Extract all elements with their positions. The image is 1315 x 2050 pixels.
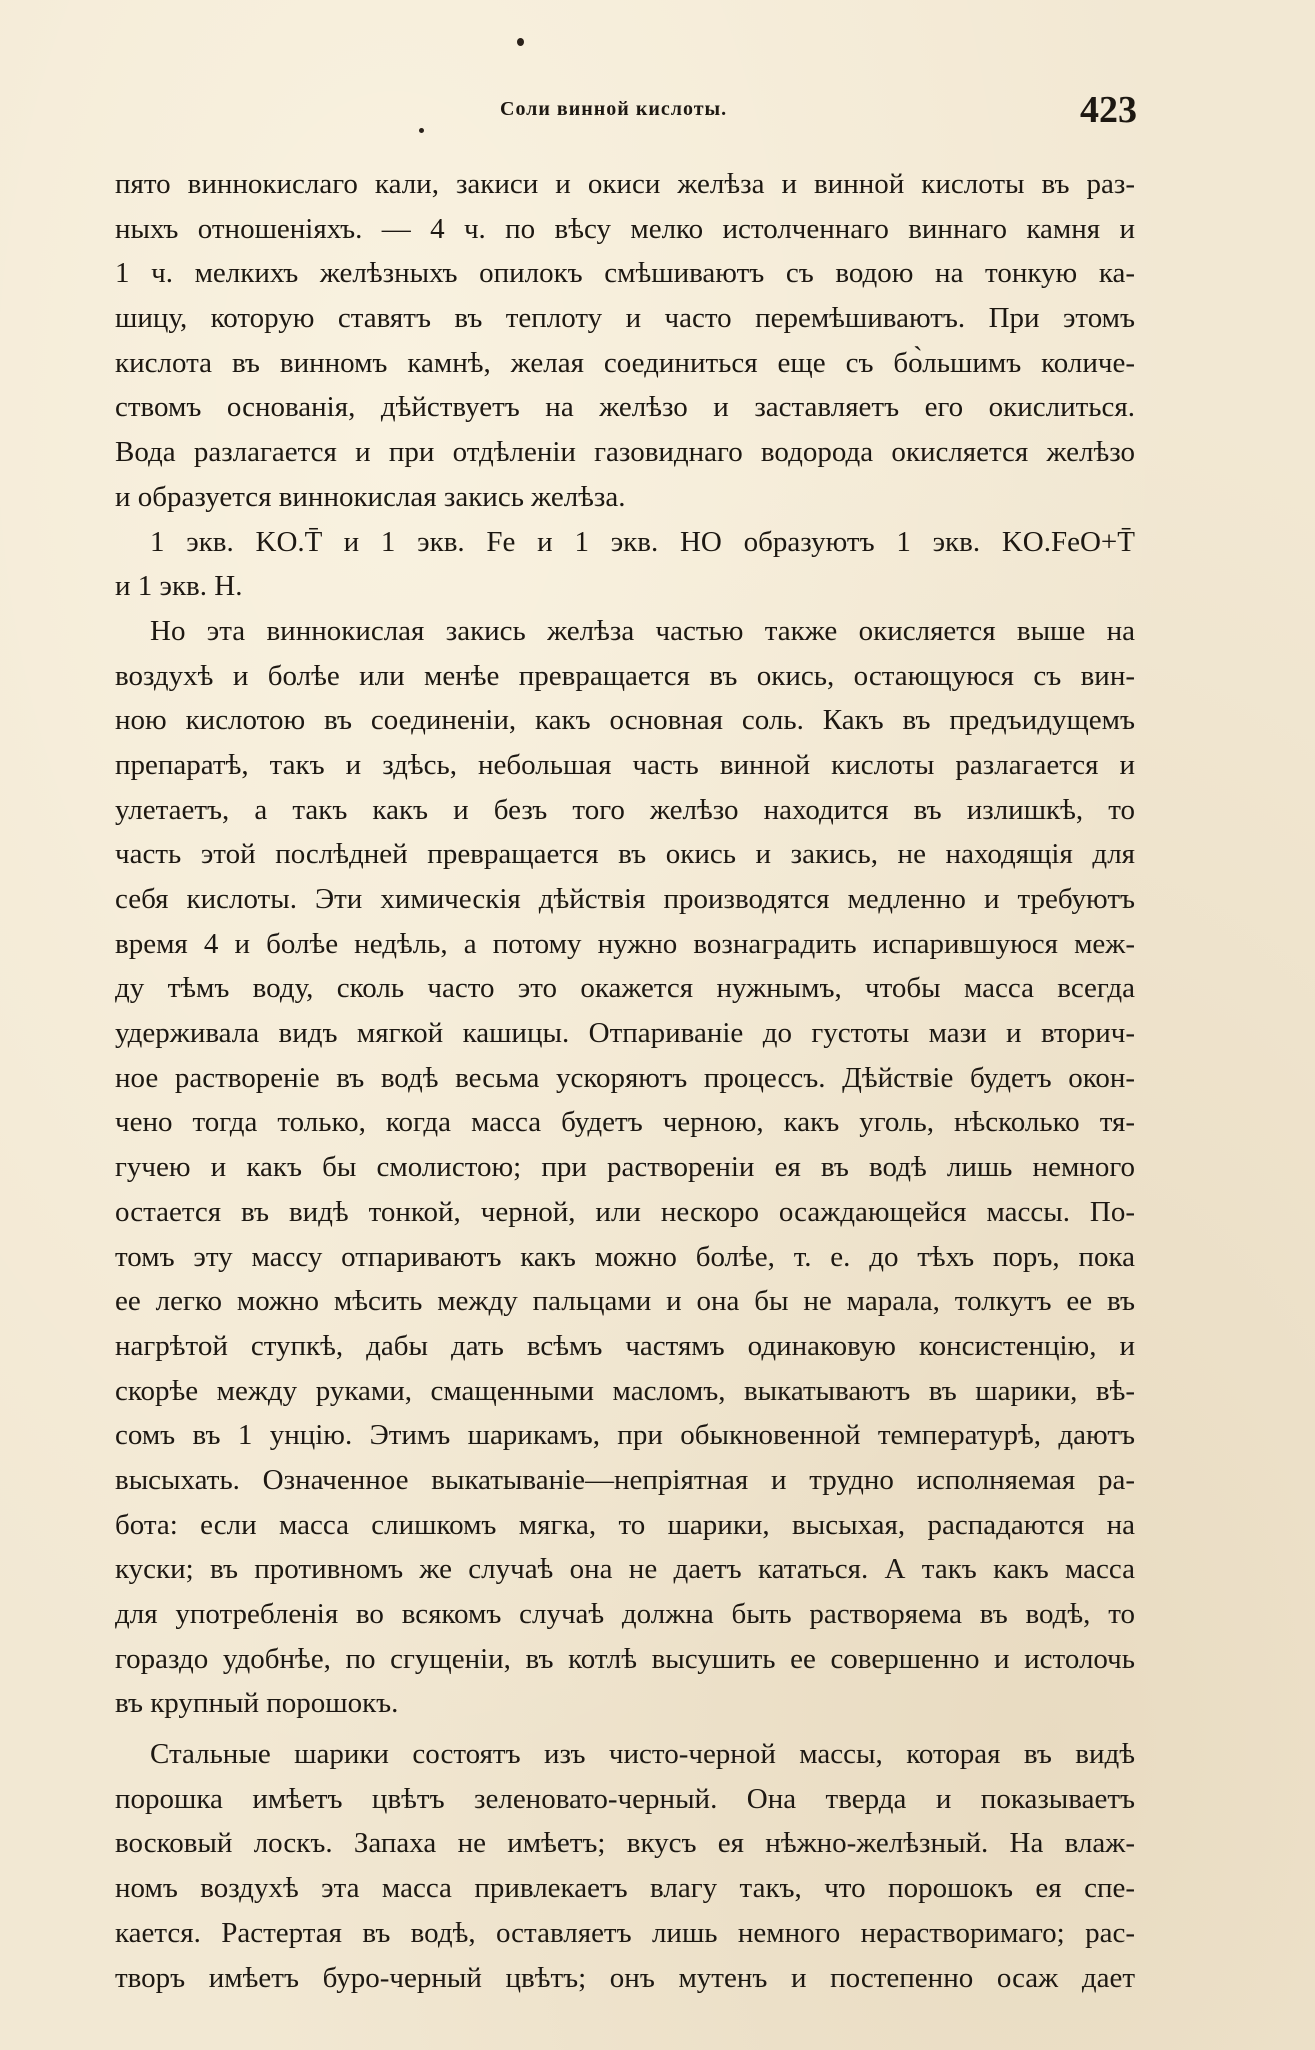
text-line: порошка имѣетъ цвѣтъ зеленовато-черный. Она тверда и показываетъ bbox=[115, 1782, 1135, 1815]
text-line: гораздо удобнѣе, по сгущеніи, въ котлѣ высушить ее совершенно и истолочь bbox=[115, 1642, 1135, 1675]
text-line: скорѣе между руками, смащенными масломъ, выкатываютъ въ шарики, вѣ- bbox=[115, 1374, 1135, 1407]
text-line: кается. Растертая въ водѣ, оставляетъ лишь немного нерастворимаго; рас- bbox=[115, 1916, 1135, 1949]
text-line: Стальные шарики состоятъ изъ чисто-черной массы, которая въ видѣ bbox=[150, 1738, 1135, 1771]
text-line: время 4 и болѣе недѣль, а потому нужно вознаградить испарившуюся меж- bbox=[115, 927, 1135, 960]
text-line: удерживала видъ мягкой кашицы. Отпариваніе до густоты мази и вторич- bbox=[115, 1017, 1135, 1050]
page-number: 423 bbox=[1080, 89, 1137, 131]
text-line: 1 экв. KO.T̄ и 1 экв. Fe и 1 экв. HO образуютъ 1 экв. KO.FeO+T̄ bbox=[150, 525, 1135, 558]
text-line: куски; въ противномъ же случаѣ она не даетъ кататься. А такъ какъ масса bbox=[115, 1553, 1135, 1586]
text-line: творъ имѣетъ буро-черный цвѣтъ; онъ мутенъ и постепенно осаж дает bbox=[115, 1961, 1135, 1994]
text-line: пято виннокислаго кали, закиси и окиси желѣза и винной кислоты въ раз- bbox=[115, 168, 1135, 200]
text-line: томъ эту массу отпариваютъ какъ можно болѣе, т. е. до тѣхъ поръ, пока bbox=[115, 1240, 1135, 1273]
text-line: ствомъ основанія, дѣйствуетъ на желѣзо и заставляетъ его окислиться. bbox=[115, 391, 1135, 424]
running-title: Соли винной кислоты. bbox=[500, 98, 728, 120]
text-line: ное раствореніе въ водѣ весьма ускоряютъ процессъ. Дѣйствіе будетъ окон- bbox=[115, 1061, 1135, 1094]
text-line: высыхать. Означенное выкатываніе—непріятная и трудно исполняемая ра- bbox=[115, 1463, 1135, 1496]
text-line: и 1 экв. H. bbox=[115, 570, 243, 603]
ink-speck bbox=[517, 38, 524, 46]
text-line: нагрѣтой ступкѣ, дабы дать всѣмъ частямъ одинаковую консистенцію, и bbox=[115, 1329, 1135, 1362]
text-line: ныхъ отношеніяхъ. — 4 ч. по вѣсу мелко истолченнаго виннаго камня и bbox=[115, 212, 1135, 245]
text-line: часть этой послѣдней превращается въ окись и закись, не находящія для bbox=[115, 838, 1135, 871]
text-line: препаратѣ, такъ и здѣсь, небольшая часть винной кислоты разлагается и bbox=[115, 748, 1135, 781]
text-line: ду тѣмъ воду, сколь часто это окажется нужнымъ, чтобы масса всегда bbox=[115, 972, 1135, 1005]
text-line: гучею и какъ бы смолистою; при раствореніи ея въ водѣ лишь немного bbox=[115, 1151, 1135, 1184]
text-line: номъ воздухѣ эта масса привлекаетъ влагу такъ, что порошокъ ея спе- bbox=[115, 1872, 1135, 1905]
text-line: сомъ въ 1 унцію. Этимъ шарикамъ, при обыкновенной температурѣ, даютъ bbox=[115, 1419, 1135, 1452]
text-line: для употребленія во всякомъ случаѣ должна быть растворяема въ водѣ, то bbox=[115, 1598, 1135, 1630]
text-line: кислота въ винномъ камнѣ, желая соединиться еще съ бо̀льшимъ количе- bbox=[115, 346, 1135, 379]
text-line: Вода разлагается и при отдѣленіи газовиднаго водорода окисляется желѣзо bbox=[115, 436, 1135, 469]
text-line: воздухѣ и болѣе или менѣе превращается въ окись, остающуюся съ вин- bbox=[115, 659, 1135, 692]
text-line: и образуется виннокислая закись желѣза. bbox=[115, 480, 626, 513]
text-line: въ крупный порошокъ. bbox=[115, 1687, 399, 1720]
body-text bbox=[115, 162, 1135, 2000]
text-line: себя кислоты. Эти химическія дѣйствія производятся медленно и требуютъ bbox=[115, 883, 1135, 915]
text-line: Но эта виннокислая закись желѣза частью также окисляется выше на bbox=[150, 614, 1135, 647]
text-line: остается въ видѣ тонкой, черной, или нескоро осаждающейся массы. По- bbox=[115, 1195, 1135, 1228]
text-line: чено тогда только, когда масса будетъ черною, какъ уголь, нѣсколько тя- bbox=[115, 1106, 1135, 1139]
text-line: 1 ч. мелкихъ желѣзныхъ опилокъ смѣшиваютъ съ водою на тонкую ка- bbox=[115, 257, 1135, 290]
text-line: улетаетъ, а такъ какъ и безъ того желѣзо находится въ излишкѣ, то bbox=[115, 793, 1135, 826]
text-line: ною кислотою въ соединеніи, какъ основная соль. Какъ въ предъидущемъ bbox=[115, 704, 1135, 737]
text-line: ее легко можно мѣсить между пальцами и она бы не марала, толкутъ ее въ bbox=[115, 1285, 1135, 1318]
text-line: восковый лоскъ. Запаха не имѣетъ; вкусъ ея нѣжно-желѣзный. На влаж- bbox=[115, 1827, 1135, 1860]
text-line: шицу, которую ставятъ въ теплоту и часто перемѣшиваютъ. При этомъ bbox=[115, 302, 1135, 335]
ink-speck bbox=[419, 128, 424, 133]
text-line: бота: если масса слишкомъ мягка, то шарики, высыхая, распадаются на bbox=[115, 1508, 1135, 1541]
